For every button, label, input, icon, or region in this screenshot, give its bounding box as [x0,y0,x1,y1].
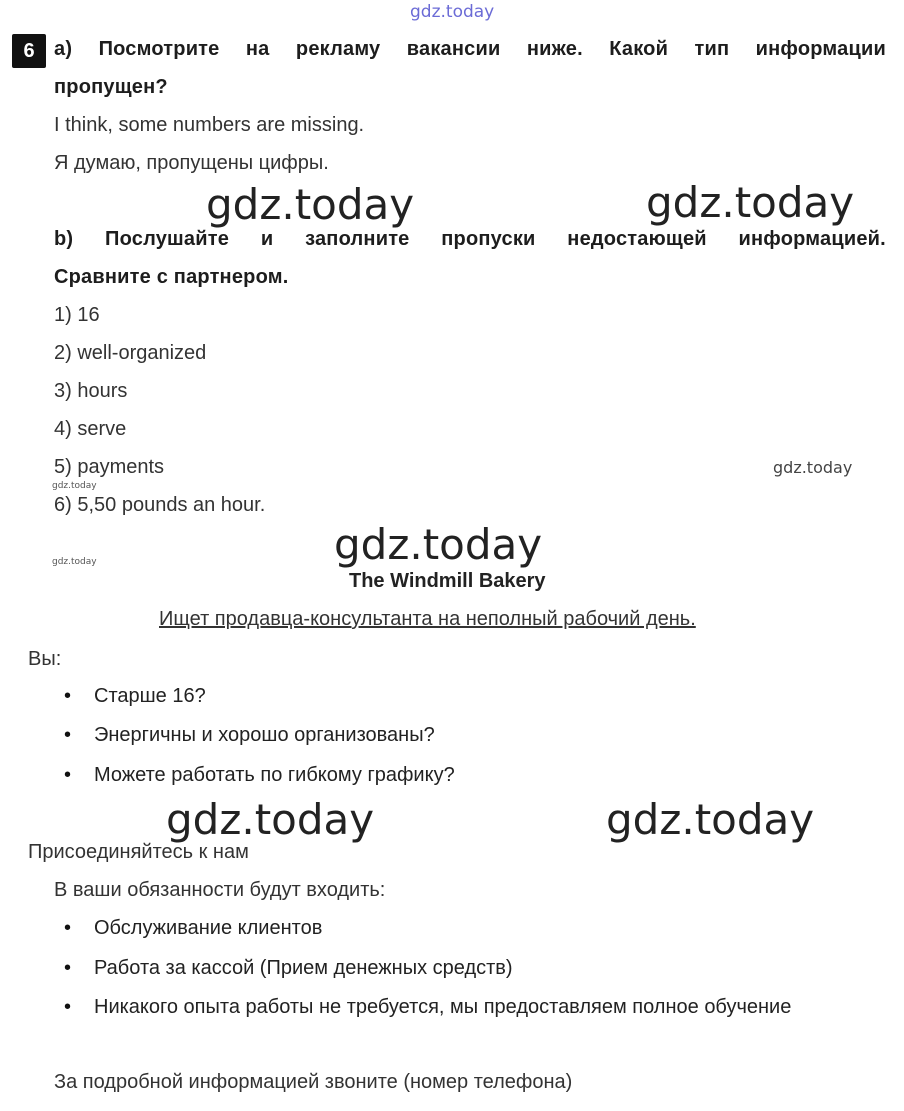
watermark-small: gdz.today [773,458,853,477]
task-a-heading-line1 [54,38,886,61]
ad-you-item [64,685,206,708]
answer-item: 3) hours [54,380,128,402]
ad-subtitle: Ищет продавца-консультанта на неполный рабочий день. [159,608,696,630]
task-a-word: рекламу [295,38,381,60]
ad-you-item [64,764,455,787]
watermark-tiny: gdz.today [52,481,97,491]
ad-you-label: Вы: [28,648,62,670]
answer-item: 5) payments [54,456,165,478]
answer-item: 6) 5,50 pounds an hour. [54,494,266,516]
bullet-dot-icon: • [64,957,72,979]
watermark-large: gdz.today [606,795,815,844]
task-a-answer-en: I think, some numbers are missing. [54,114,365,136]
ad-duty-item [64,917,323,940]
answer-item: 2) well-organized [54,342,207,364]
watermark-top: gdz.today [410,2,495,22]
task-a-word: информации [755,38,886,60]
answer-item: 1) 16 [54,304,100,326]
ad-duty-item-text: Работа за кассой (Прием денежных средств) [94,957,513,979]
task-a-word: вакансии [406,38,501,60]
exercise-number-badge: 6 [12,34,46,68]
ad-you-item-text: Энергичны и хорошо организованы? [94,724,435,746]
bullet-dot-icon: • [64,996,72,1018]
task-a-heading-line2: пропущен? [54,76,168,98]
watermark-tiny: gdz.today [52,557,97,567]
ad-title: The Windmill Bakery [349,570,546,592]
watermark-large: gdz.today [646,178,855,227]
ad-you-item-text: Старше 16? [94,685,206,707]
bullet-dot-icon: • [64,685,72,707]
task-a-word: Какой [609,38,669,60]
bullet-dot-icon: • [64,764,72,786]
task-b-word: заполните [305,228,410,250]
task-a-word: на [245,38,270,60]
ad-duty-item-text: Никакого опыта работы не требуется, мы предоставляем полное обучение [94,996,792,1018]
ad-you-item [64,724,435,747]
bullet-dot-icon: • [64,724,72,746]
task-b-heading-line1 [54,228,886,251]
ad-contact: За подробной информацией звоните (номер телефона) [54,1071,573,1093]
task-b-word: недостающей [567,228,707,250]
task-a-word: a) [54,38,73,60]
answer-item: 4) serve [54,418,127,440]
task-a-word: Посмотрите [98,38,220,60]
ad-duty-item-text: Обслуживание клиентов [94,917,323,939]
task-b-word: b) [54,228,74,250]
task-a-word: тип [694,38,730,60]
task-b-heading-line2: Сравните с партнером. [54,266,289,288]
ad-duties-label: В ваши обязанности будут входить: [54,879,386,901]
task-a-answer-ru: Я думаю, пропущены цифры. [54,152,329,174]
watermark-large: gdz.today [166,795,375,844]
task-b-word: Послушайте [105,228,230,250]
ad-duty-item [64,957,513,980]
task-a-word: ниже. [526,38,583,60]
bullet-dot-icon: • [64,917,72,939]
ad-duty-item [64,996,792,1019]
ad-you-item-text: Можете работать по гибкому графику? [94,764,455,786]
watermark-large: gdz.today [206,180,415,229]
ad-join: Присоединяйтесь к нам [28,841,249,863]
task-b-word: и [260,228,274,250]
task-b-word: пропуски [441,228,536,250]
watermark-large: gdz.today [334,520,543,569]
task-b-word: информацией. [738,228,886,250]
